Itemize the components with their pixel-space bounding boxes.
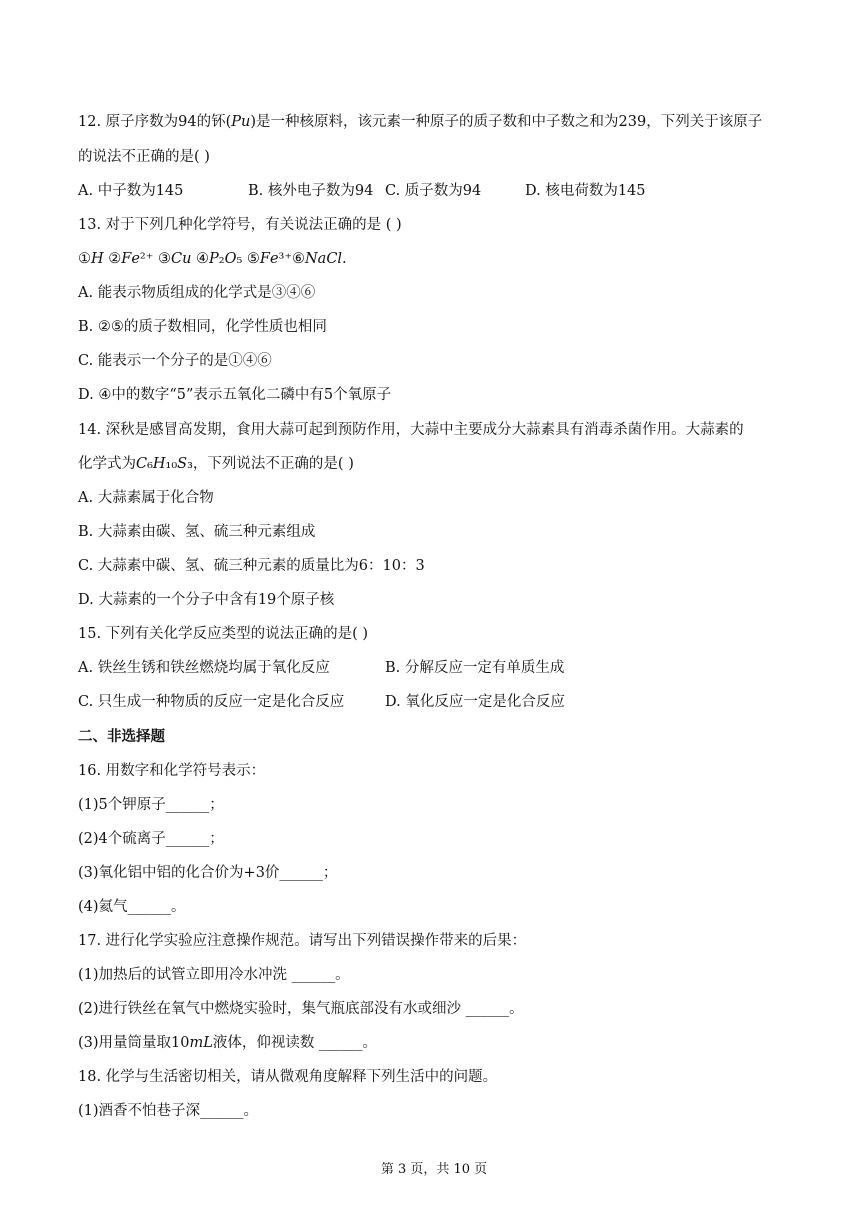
q15-option-a: A. 铁丝生锈和铁丝燃烧均属于氧化反应 bbox=[78, 660, 330, 676]
q13-option-a: A. 能表示物质组成的化学式是③④⑥ bbox=[78, 285, 316, 301]
q13-option-c: C. 能表示一个分子的是①④⑥ bbox=[78, 353, 272, 369]
q16-stem: 16. 用数字和化学符号表示： bbox=[78, 763, 266, 779]
q14-option-a: A. 大蒜素属于化合物 bbox=[78, 490, 214, 506]
q15-stem: 15. 下列有关化学反应类型的说法正确的是( ) bbox=[78, 626, 369, 642]
q16-item-4: (4)氦气______。 bbox=[78, 899, 186, 915]
q14-stem-line1: 14. 深秋是感冒高发期，食用大蒜可起到预防作用，大蒜中主要成分大蒜素具有消毒杀菌作用。大蒜素的 bbox=[78, 422, 744, 438]
page-footer: 第 3 页，共 10 页 bbox=[380, 1162, 488, 1177]
q14-option-c: C. 大蒜素中碳、氢、硫三种元素的质量比为6：10：3 bbox=[78, 558, 425, 574]
q12-stem-line2: 的说法不正确的是( ) bbox=[78, 149, 210, 165]
q14-option-b: B. 大蒜素由碳、氢、硫三种元素组成 bbox=[78, 524, 316, 540]
q16-item-3: (3)氧化铝中铝的化合价为+3价______； bbox=[78, 865, 338, 881]
q17-item-3: (3)用量筒量取10𝑚𝐿液体，仰视读数 ______。 bbox=[78, 1035, 377, 1051]
section-heading: 二、非选择题 bbox=[78, 728, 165, 745]
q18-item-1: (1)酒香不怕巷子深______。 bbox=[78, 1103, 259, 1119]
q12-option-b: B. 核外电子数为94 bbox=[248, 183, 374, 199]
q15-option-c: C. 只生成一种物质的反应一定是化合反应 bbox=[78, 694, 345, 710]
q16-item-1: (1)5个钾原子______； bbox=[78, 797, 224, 813]
q13-option-d: D. ④中的数字“5”表示五氧化二磷中有5个氧原子 bbox=[78, 387, 392, 403]
q13-symbols: ①𝐻 ②𝐹𝑒²⁺ ③𝐶𝑢 ④𝑃₂𝑂₅ ⑤𝐹𝑒³⁺⑥𝑁𝑎𝐶𝑙. bbox=[78, 251, 347, 267]
q18-stem: 18. 化学与生活密切相关，请从微观角度解释下列生活中的问题。 bbox=[78, 1069, 498, 1085]
q13-stem: 13. 对于下列几种化学符号，有关说法正确的是 ( ) bbox=[78, 217, 402, 233]
q17-item-1: (1)加热后的试管立即用冷水冲洗 ______。 bbox=[78, 967, 350, 983]
q12-stem-line1: 12. 原子序数为94的钚(𝑃𝑢)是一种核原料，该元素一种原子的质子数和中子数之和为239，下列关于该原子 bbox=[78, 114, 763, 130]
q14-stem-line2: 化学式为𝐶₆𝐻₁₀𝑆₃，下列说法不正确的是( ) bbox=[78, 456, 354, 472]
q17-item-2: (2)进行铁丝在氧气中燃烧实验时，集气瓶底部没有水或细沙 ______。 bbox=[78, 1001, 524, 1017]
q12-option-c: C. 质子数为94 bbox=[385, 183, 482, 199]
q16-item-2: (2)4个硫离子______； bbox=[78, 831, 224, 847]
q17-stem: 17. 进行化学实验应注意操作规范。请写出下列错误操作带来的后果： bbox=[78, 933, 527, 949]
q12-option-a: A. 中子数为145 bbox=[78, 183, 184, 199]
q15-option-d: D. 氧化反应一定是化合反应 bbox=[385, 694, 565, 710]
q13-option-b: B. ②⑤的质子数相同，化学性质也相同 bbox=[78, 319, 327, 335]
q15-option-b: B. 分解反应一定有单质生成 bbox=[385, 660, 565, 676]
q12-option-d: D. 核电荷数为145 bbox=[525, 183, 646, 199]
q14-option-d: D. 大蒜素的一个分子中含有19个原子核 bbox=[78, 592, 335, 608]
